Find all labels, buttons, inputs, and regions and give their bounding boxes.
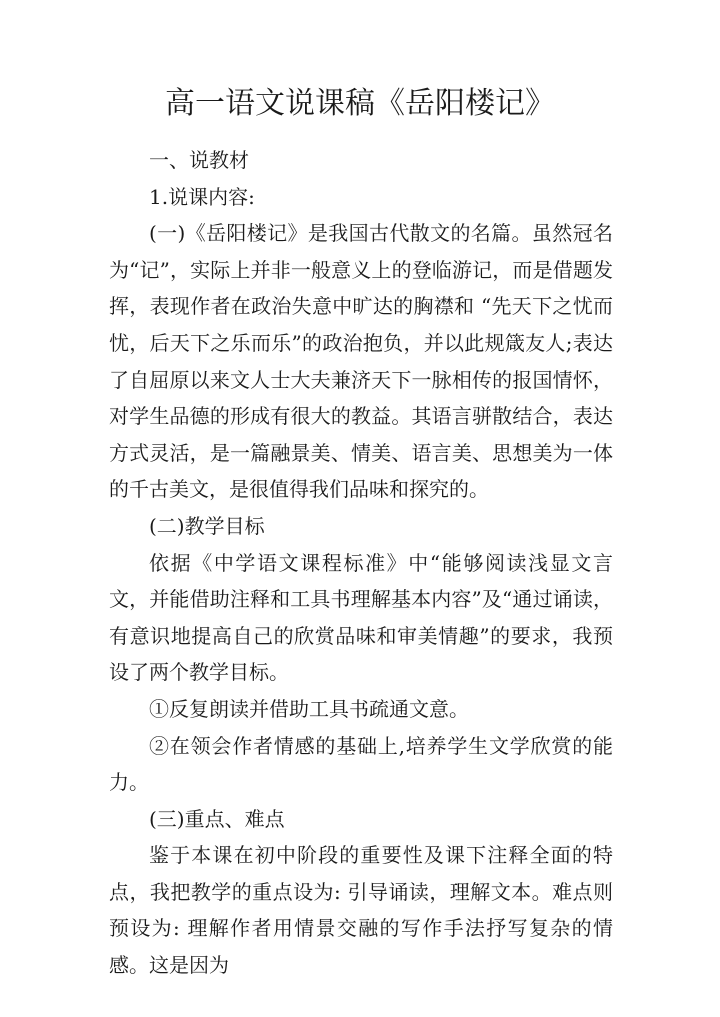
section-heading-lesson-content: 1.说课内容: <box>149 184 255 209</box>
section-heading-teaching-goals: (二)教学目标 <box>149 513 265 538</box>
page-title: 高一语文说课稿《岳阳楼记》 <box>165 86 555 121</box>
document-body <box>109 142 613 984</box>
paragraph-key-points: 鉴于本课在初中阶段的重要性及课下注释全面的特点，我把教学的重点设为: 引导诵读，理解文本。难点则预设为: 理解作者用情景交融的写作手法抒写复杂的情感。这是因为 <box>109 843 613 978</box>
section-heading-teaching-material: 一、说教材 <box>149 148 249 172</box>
list-item-goal-2: ②在领会作者情感的基础上,培养学生文学欣赏的能力。 <box>109 733 613 795</box>
section-heading-key-points: (三)重点、难点 <box>149 806 285 831</box>
paragraph-teaching-goals: 依据《中学语文课程标准》中“能够阅读浅显文言文，并能借助注释和工具书理解基本内容”及“通过诵读，有意识地提高自己的欣赏品味和审美情趣”的要求，我预设了两个教学目标。 <box>109 550 613 685</box>
paragraph-lesson-intro: (一)《岳阳楼记》是我国古代散文的名篇。虽然冠名为“记”，实际上并非一般意义上的登临游记，而是借题发挥，表现作者在政治失意中旷达的胸襟和 “先天下之忧而忧，后天下之乐而乐”的政治抱负，并以此规箴友人;表达了自屈原以来文人士大夫兼济天下一脉相传的报国情怀，对学生品德的形成有很大的教益。其语言骈散结合，表达方式灵活，是一篇融景美、情美、语言美、思想美为一体的千古美文，是很值得我们品味和探究的。 <box>109 221 613 502</box>
list-item-goal-1: ①反复朗读并借助工具书疏通文意。 <box>149 696 469 721</box>
